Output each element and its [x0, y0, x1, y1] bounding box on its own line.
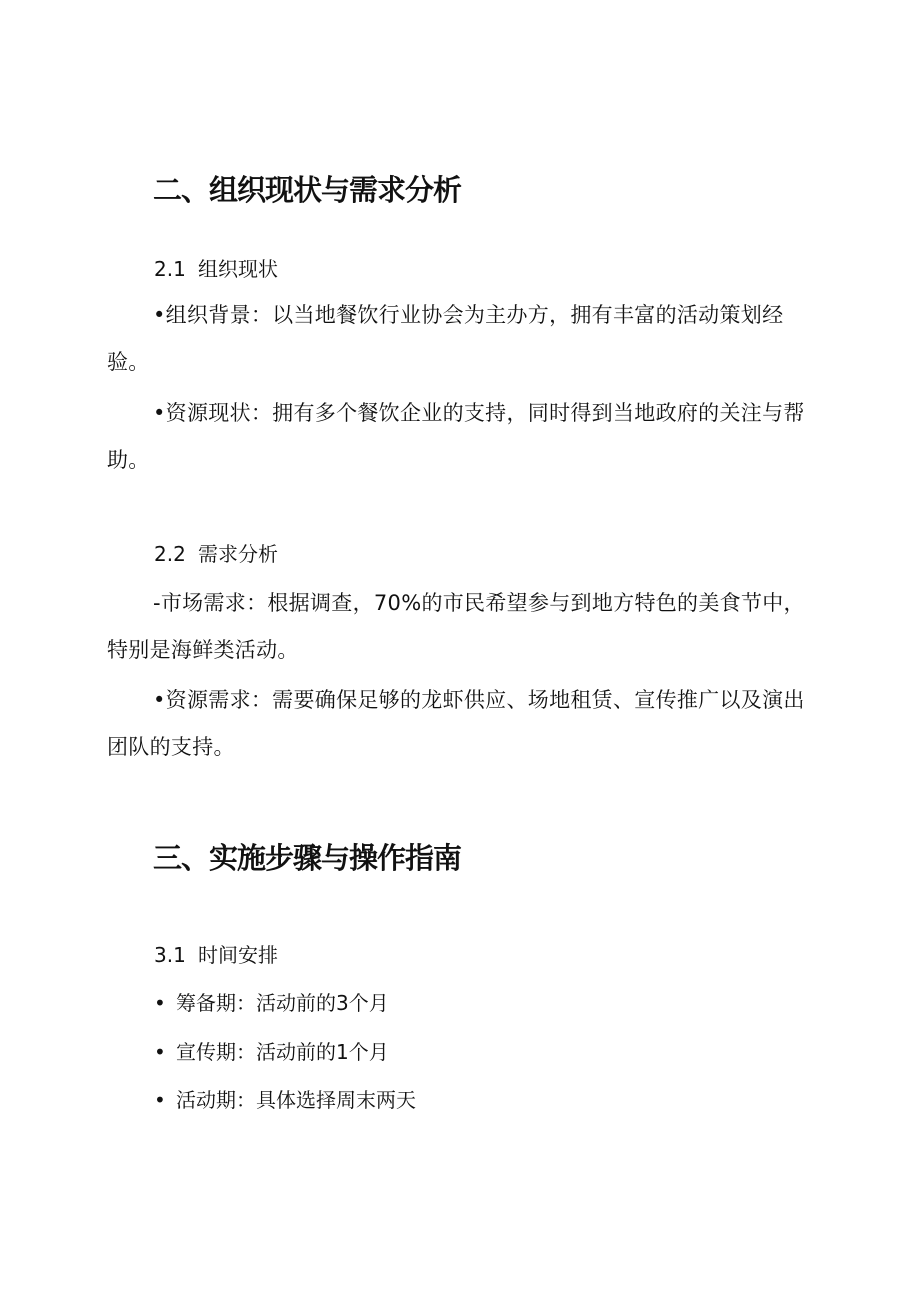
paragraph-market-demand: -市场需求：根据调查，70%的市民希望参与到地方特色的美食节中，特别是海鲜类活动。	[107, 591, 805, 662]
bullet: •	[154, 1040, 166, 1064]
paragraph-resource-demand: •资源需求：需要确保足够的龙虾供应、场地租赁、宣传推广以及演出团队的支持。	[107, 688, 805, 759]
list-item-text: 筹备期：活动前的3个月	[176, 991, 389, 1015]
subsection-number: 2.2	[154, 542, 186, 566]
bullet: •	[154, 991, 166, 1015]
subsection-3-1-heading	[154, 941, 278, 969]
subsection-title: 时间安排	[198, 943, 278, 967]
subsection-number: 2.1	[154, 257, 186, 281]
list-item-text: 宣传期：活动前的1个月	[176, 1040, 389, 1064]
subsection-2-2-heading	[154, 540, 278, 568]
list-item	[154, 1086, 416, 1114]
list-item-text: 活动期：具体选择周末两天	[176, 1088, 416, 1112]
section-2-heading: 二、组织现状与需求分析	[153, 173, 462, 207]
subsection-title: 组织现状	[198, 257, 278, 281]
list-item	[154, 989, 389, 1017]
paragraph-org-background: •组织背景：以当地餐饮行业协会为主办方，拥有丰富的活动策划经验。	[107, 303, 784, 374]
bullet: •	[154, 1088, 166, 1112]
paragraph-resource-status: •资源现状：拥有多个餐饮企业的支持，同时得到当地政府的关注与帮助。	[107, 401, 805, 472]
list-item	[154, 1038, 389, 1066]
subsection-title: 需求分析	[198, 542, 278, 566]
subsection-2-1-heading	[154, 255, 278, 283]
section-3-heading: 三、实施步骤与操作指南	[153, 841, 462, 875]
subsection-number: 3.1	[154, 943, 186, 967]
